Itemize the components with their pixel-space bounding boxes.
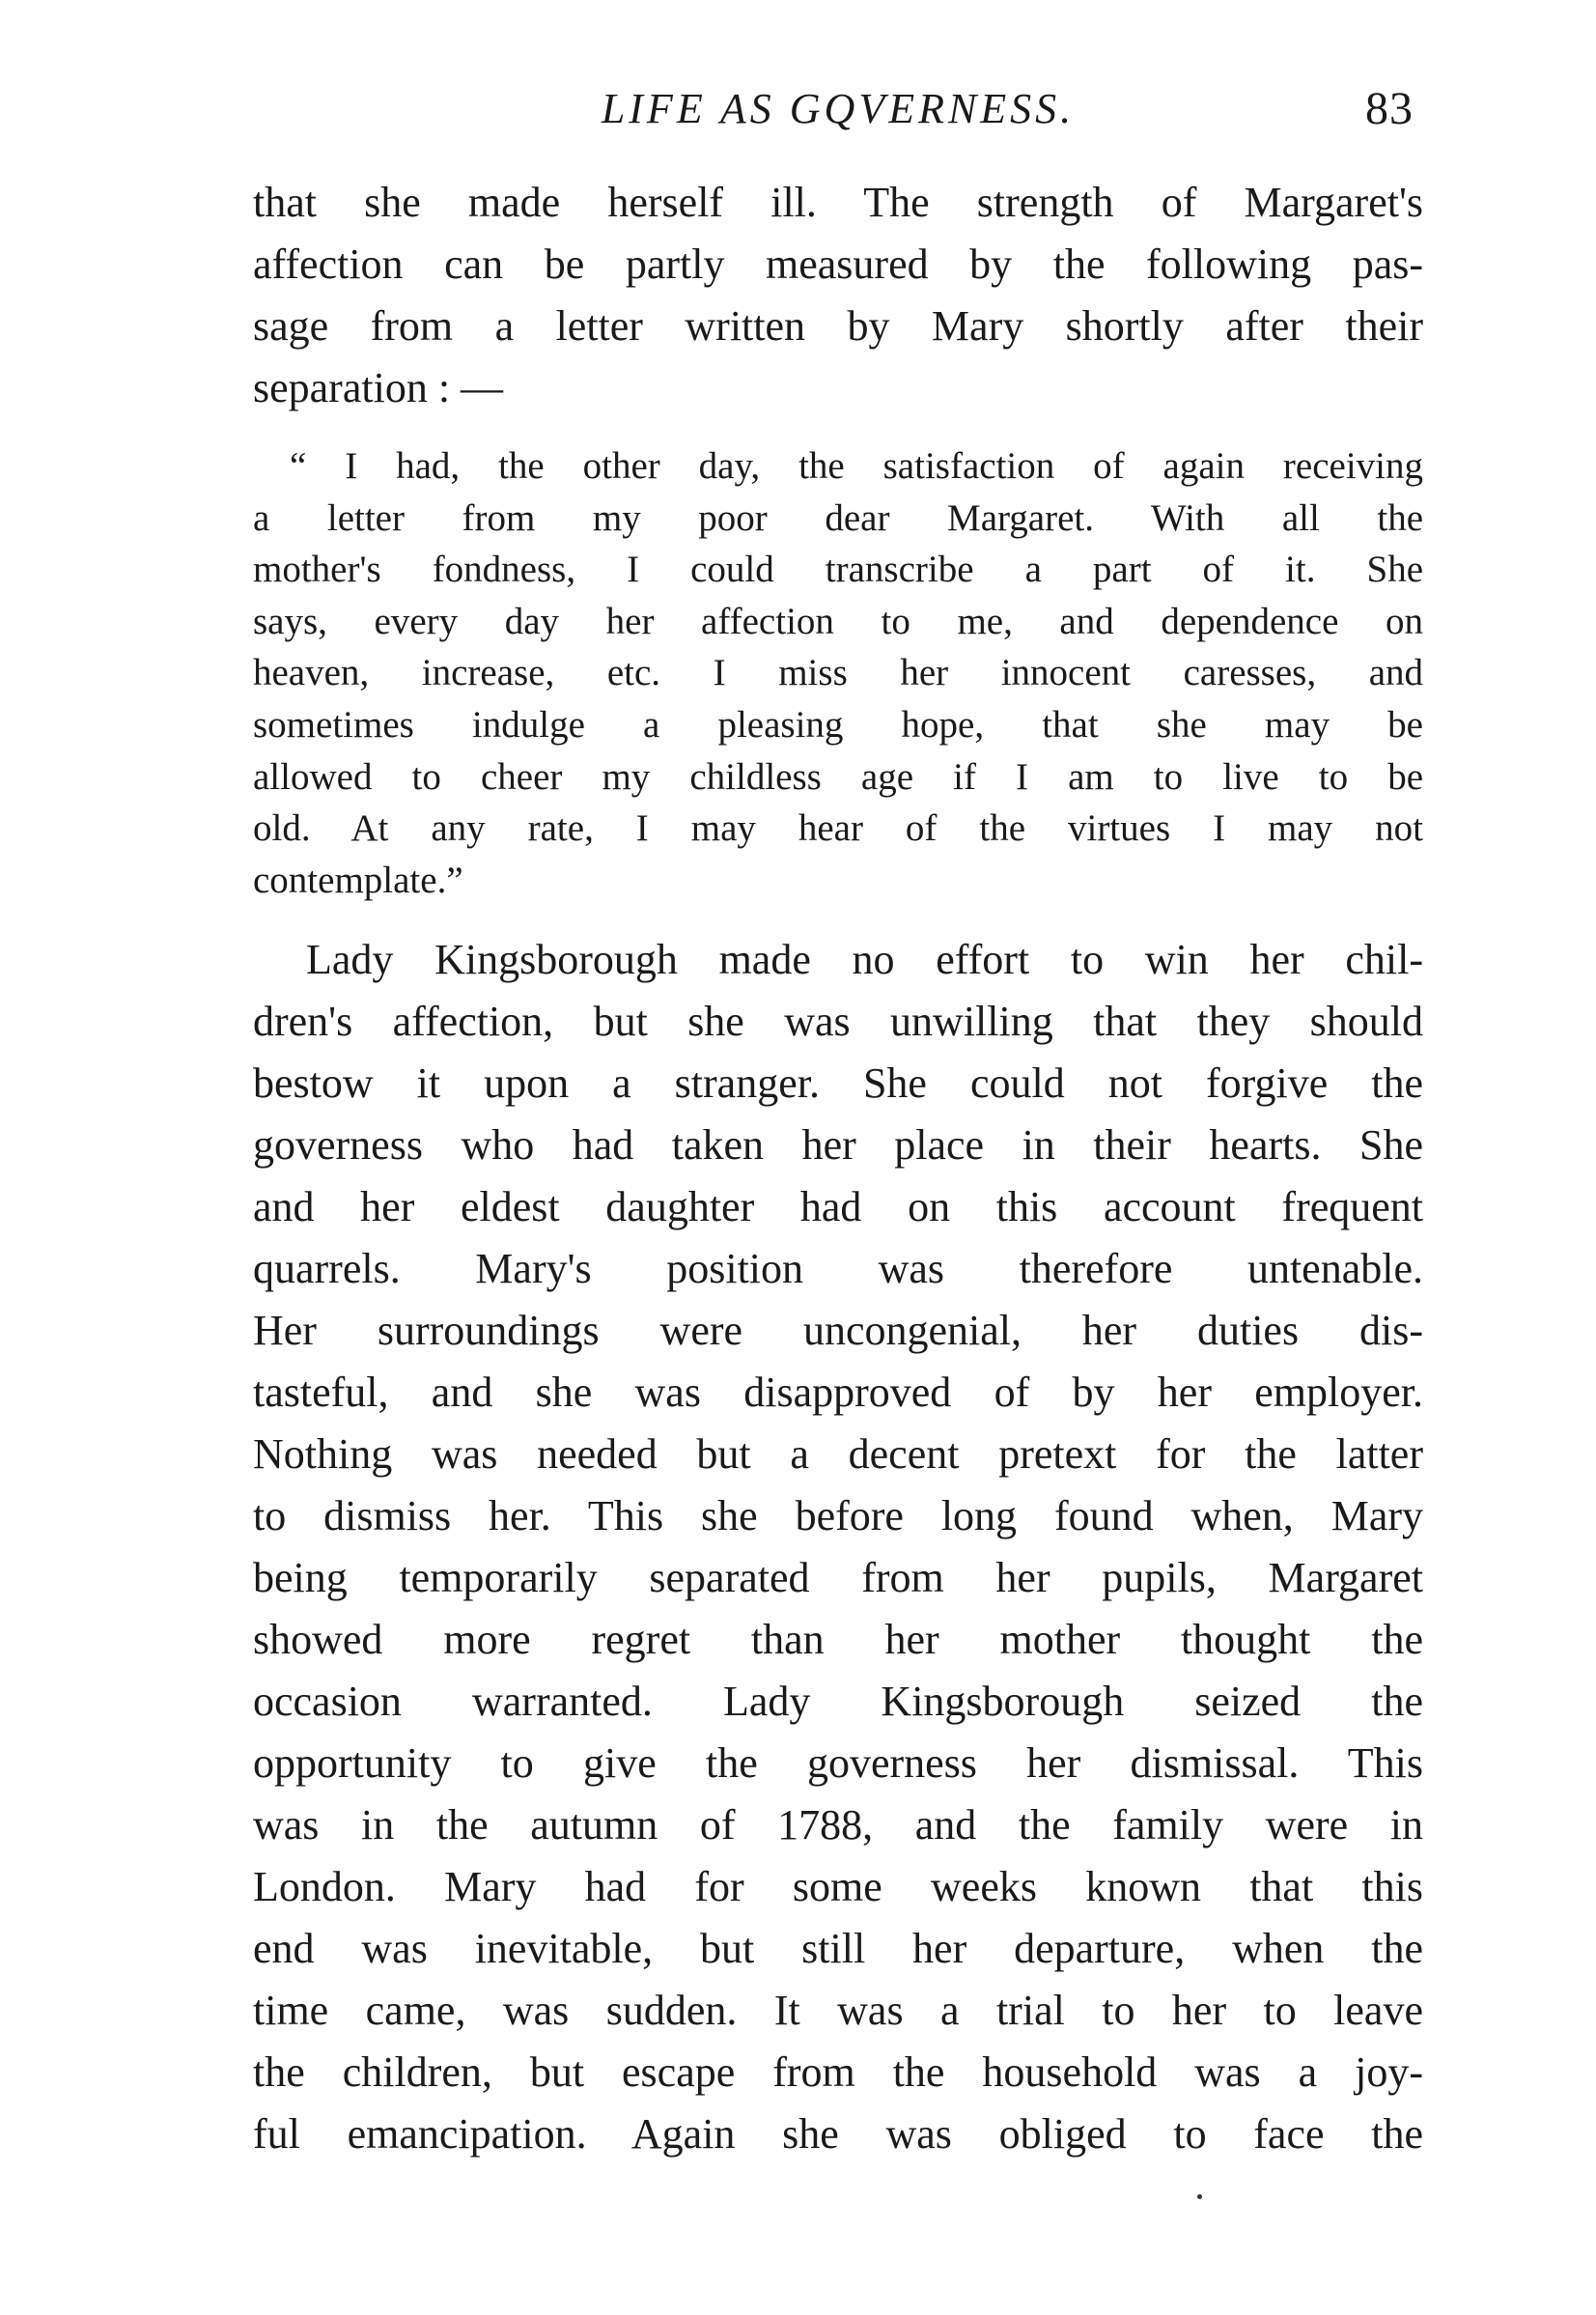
text-line: bestow it upon a stranger. She could not forgive the xyxy=(253,1059,1423,1108)
text-line: London. Mary had for some weeks known that this xyxy=(253,1863,1423,1911)
running-head xyxy=(253,75,1423,143)
text-line: end was inevitable, but still her departure, when the xyxy=(253,1925,1423,1973)
text-line: time came, was sudden. It was a trial to her to leave xyxy=(253,1987,1423,2035)
text-line: sage from a letter written by Mary shortly after their xyxy=(253,302,1423,350)
quote-line: contemplate.” xyxy=(253,859,463,901)
running-title: LIFE AS GQVERNESS. xyxy=(601,85,1076,132)
text-line: that she made herself ill. The strength of Margaret's xyxy=(253,179,1423,226)
text-line: affection can be partly measured by the following pas- xyxy=(253,240,1423,288)
page-number: 83 xyxy=(1365,83,1414,134)
text-line: dren's affection, but she was unwilling that they should xyxy=(253,998,1423,1046)
text-line: to dismiss her. This she before long found when, Mary xyxy=(253,1492,1423,1540)
text-line: being temporarily separated from her pupils, Margaret xyxy=(253,1554,1423,1602)
body-text xyxy=(253,172,1423,2165)
quote-line: “ I had, the other day, the satisfaction of again receiving xyxy=(290,445,1423,487)
text-line: was in the autumn of 1788, and the family were in xyxy=(253,1801,1423,1849)
text-line: opportunity to give the governess her dismissal. This xyxy=(253,1739,1423,1788)
quote-line: heaven, increase, etc. I miss her innocent caresses, and xyxy=(253,652,1423,694)
quote-line: mother's fondness, I could transcribe a part of it. She xyxy=(253,549,1423,591)
text-line: Nothing was needed but a decent pretext for the latter xyxy=(253,1430,1423,1479)
text-line: occasion warranted. Lady Kingsborough seized the xyxy=(253,1678,1423,1726)
text-line: tasteful, and she was disapproved of by her employer. xyxy=(253,1369,1423,1417)
text-line: the children, but escape from the household was a joy- xyxy=(253,2048,1423,2097)
quote-line: says, every day her affection to me, and dependence on xyxy=(253,600,1423,642)
paragraph-2 xyxy=(253,929,1423,2165)
quote-line: old. At any rate, I may hear of the virtues I may not xyxy=(253,807,1423,850)
text-line: Her surroundings were uncongenial, her duties dis- xyxy=(253,1307,1423,1355)
paragraph-1 xyxy=(253,172,1423,419)
text-line: showed more regret than her mother thought the xyxy=(253,1616,1423,1664)
text-line: Lady Kingsborough made no effort to win her chil- xyxy=(306,936,1423,984)
text-line: ful emancipation. Again she was obliged to face the xyxy=(253,2110,1423,2159)
quote-line: allowed to cheer my childless age if I am to live to be xyxy=(253,755,1423,798)
quote-line: a letter from my poor dear Margaret. With all the xyxy=(253,496,1423,539)
text-line: and her eldest daughter had on this account frequent xyxy=(253,1183,1423,1231)
text-line: quarrels. Mary's position was therefore untenable. xyxy=(253,1245,1423,1293)
print-speck xyxy=(1197,2194,1202,2199)
letter-quote xyxy=(253,440,1423,906)
text-line: separation : — xyxy=(253,364,504,411)
text-line: governess who had taken her place in their hearts. She xyxy=(253,1121,1423,1170)
quote-line: sometimes indulge a pleasing hope, that she may be xyxy=(253,703,1423,746)
